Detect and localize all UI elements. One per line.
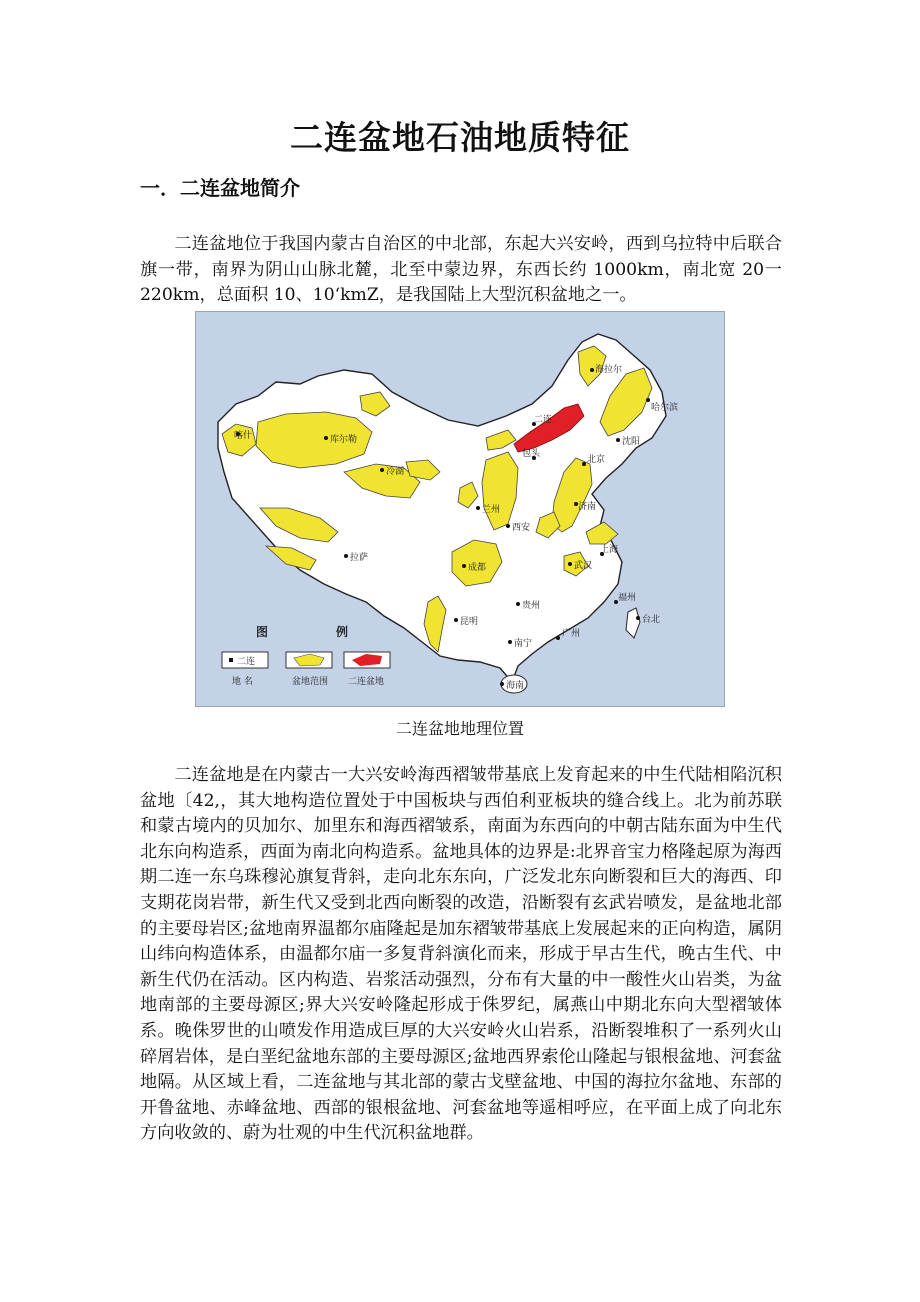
city-taibei: 台北 [642,615,661,625]
intro-paragraph: 二连盆地位于我国内蒙古自治区的中北部，东起大兴安岭，西到乌拉特中后联合旗一带，南界为阴山山脉北麓，北至中蒙边界，东西长约 1000km，南北宽 20一 220km，总面积 10、10‘kmZ，是我国陆上大型沉积盆地之一。 [140,234,782,306]
city-lasa: 拉萨 [350,553,369,563]
legend-sample-place: 二连 [237,657,256,667]
city-lenghu: 冷湖 [386,467,405,477]
city-haikou: 海南 [506,681,525,691]
city-chengdu: 成都 [468,563,487,573]
figure-caption: 二连盆地地理位置 [395,719,524,738]
taiwan-island [626,608,640,638]
city-fuzhou: 福州 [618,593,637,603]
city-jinan: 济南 [578,502,597,512]
location-map [195,311,725,707]
document-title: 二连盆地石油地质特征 [290,118,630,157]
city-kashi: 喀什 [234,431,253,441]
legend-heading-1: 图 [256,625,269,639]
city-nanning: 南宁 [514,639,533,649]
geology-paragraph: 二连盆地是在内蒙古一大兴安岭海西褶皱带基底上发育起来的中生代陆相陷沉积盆地〔42,，其大地构造位置处于中国板块与西伯利亚板块的缝合线上。北为前苏联和蒙古境内的贝加尔、加里东和海西褶皱系，南面为东西向的中朝古陆东面为中生代北东向构造系，西面为南北向构造系。盆地具体的边界是:北界音宝力格隆起原为海西期二连一东乌珠穆沁旗复背斜，走向北东东向，广泛发北东向断裂和巨大的海西、印支期花岗岩带，新生代又受到北西向断裂的改造，沿断裂有玄武岩喷发，是盆地北部的主要母岩区;盆地南界温都尔庙隆起是加东褶皱带基底上发展起来的正向构造，属阴山纬向构造体系，由温都尔庙一多复背斜演化而来，形成于早古生代，晚古生代、中新生代仍在活动。区内构造、岩浆活动强烈，分布有大量的中一酸性火山岩类，为盆地南部的主要母源区;界大兴安岭隆起形成于侏罗纪，属燕山中期北东向大型褶皱体系。晚侏罗世的山喷发作用造成巨厚的大兴安岭火山岩系，沿断裂堆积了一系列火山碎屑岩体，是白垩纪盆地东部的主要母源区;盆地西界索伦山隆起与银根盆地、河套盆地隔。从区域上看，二连盆地与其北部的蒙古戈壁盆地、中国的海拉尔盆地、东部的开鲁盆地、赤峰盆地、西部的银根盆地、河套盆地等遥相呼应，在平面上成了向北东方向收敛的、蔚为壮观的中生代沉积盆地群。 [140,765,782,1144]
city-kunming: 昆明 [460,617,479,627]
city-haerbin: 哈尔滨 [651,403,679,413]
legend-heading-2: 例 [336,625,349,639]
china-basin-map [196,312,724,706]
city-beijing: 北京 [587,455,606,465]
city-kuerle: 库尔勒 [330,435,358,445]
city-wuhan: 武汉 [574,561,593,571]
legend-label-basin: 盆地范围 [292,677,329,687]
city-guangzhou: 广州 [562,629,581,639]
city-xian: 西安 [512,523,531,533]
legend-label-place: 地 名 [232,677,253,687]
city-lanzhou: 兰州 [482,505,501,515]
legend-label-erlian: 二连盆地 [348,677,385,687]
section-heading: 一．二连盆地简介 [140,176,300,200]
city-shanghai: 上海 [600,545,619,555]
city-guiyang: 贵州 [522,601,541,611]
city-baotou: 包头 [522,449,541,459]
city-erlian: 二连 [534,415,553,425]
city-hailaer: 海拉尔 [595,365,623,375]
map-legend [222,624,390,687]
city-shenyang: 沈阳 [622,437,641,447]
